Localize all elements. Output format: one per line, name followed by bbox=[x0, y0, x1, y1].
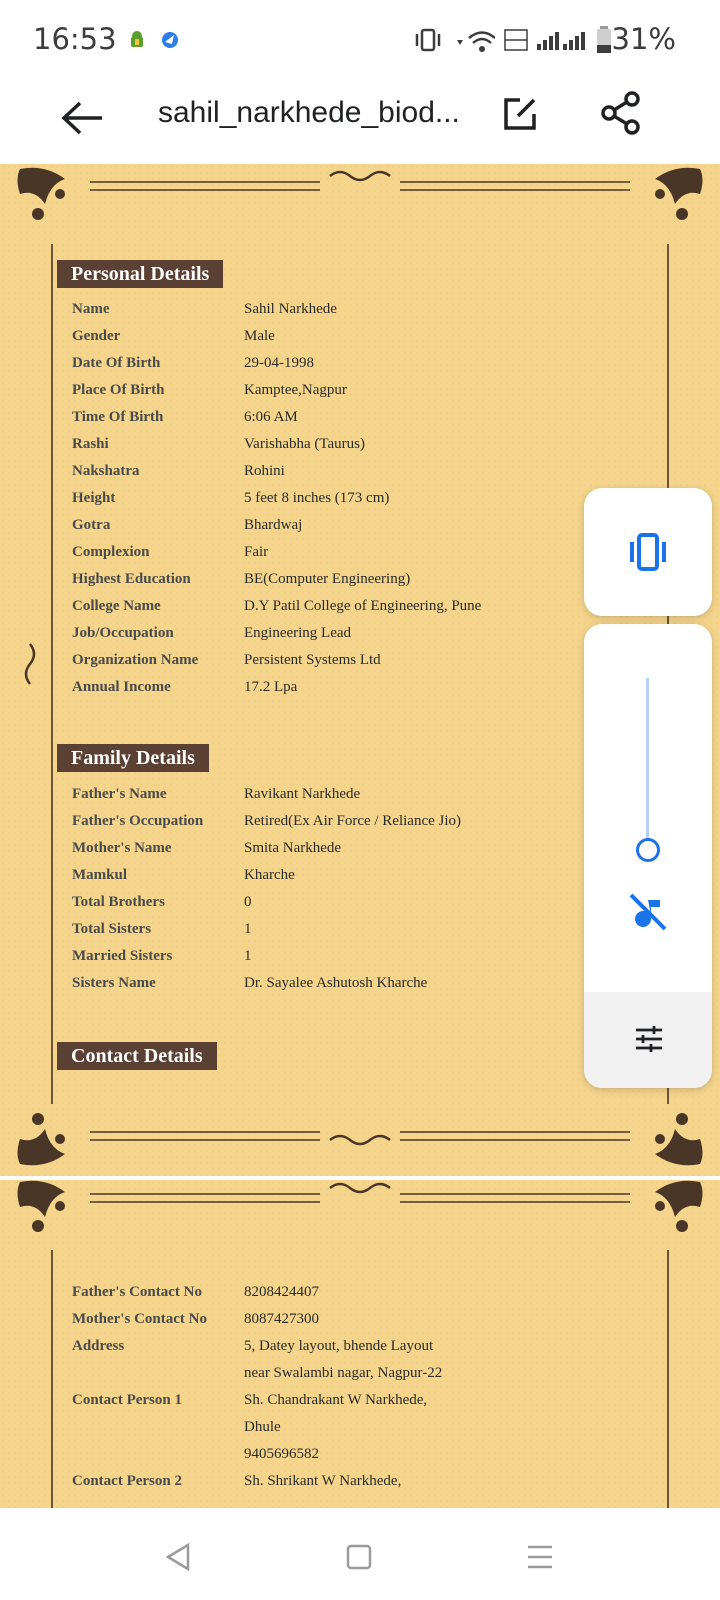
volte-icon bbox=[503, 28, 529, 52]
detail-row bbox=[72, 328, 672, 355]
detail-key: Mother's Name bbox=[72, 840, 172, 856]
detail-row bbox=[72, 1284, 672, 1311]
detail-key: College Name bbox=[72, 598, 161, 614]
detail-key: Mamkul bbox=[72, 867, 128, 883]
navigation-bar bbox=[0, 1512, 720, 1600]
detail-value: 0 bbox=[244, 894, 252, 910]
back-nav-icon[interactable] bbox=[164, 1542, 192, 1572]
detail-key: Contact Person 1 bbox=[72, 1392, 182, 1408]
pdf-page-2[interactable] bbox=[0, 1180, 720, 1508]
detail-value: 5, Datey layout, bhende Layout bbox=[244, 1338, 434, 1354]
vibrate-icon bbox=[414, 28, 442, 52]
wifi-icon bbox=[455, 30, 495, 54]
detail-row bbox=[72, 894, 672, 921]
detail-value: 5 feet 8 inches (173 cm) bbox=[244, 490, 390, 506]
vibrate-icon bbox=[626, 530, 670, 574]
detail-row bbox=[72, 436, 672, 463]
detail-key: Highest Education bbox=[72, 571, 191, 587]
detail-value: 17.2 Lpa bbox=[244, 679, 298, 695]
detail-value: Sh. Chandrakant W Narkhede, bbox=[244, 1392, 428, 1408]
detail-value: near Swalambi nagar, Nagpur-22 bbox=[244, 1365, 443, 1381]
detail-value: 1 bbox=[244, 948, 252, 964]
detail-key: Place Of Birth bbox=[72, 382, 165, 398]
status-time: 16:53 bbox=[33, 22, 117, 56]
detail-key: Time Of Birth bbox=[72, 409, 164, 425]
detail-row bbox=[72, 1419, 672, 1446]
app-bar bbox=[0, 80, 720, 164]
detail-key: Nakshatra bbox=[72, 463, 140, 479]
detail-key: Gender bbox=[72, 328, 121, 344]
detail-row bbox=[72, 1365, 672, 1392]
edit-icon[interactable] bbox=[500, 94, 540, 134]
section-title-personal: Personal Details bbox=[57, 260, 223, 288]
detail-row bbox=[72, 948, 672, 975]
detail-key: Contact Person 2 bbox=[72, 1473, 182, 1489]
detail-key: Organization Name bbox=[72, 652, 199, 668]
volume-panel bbox=[584, 624, 712, 1088]
battery-percent: 31% bbox=[611, 22, 676, 56]
detail-key: Job/Occupation bbox=[72, 625, 174, 641]
detail-value: 8087427300 bbox=[244, 1311, 319, 1327]
detail-value: BE(Computer Engineering) bbox=[244, 571, 411, 587]
detail-row bbox=[72, 679, 672, 706]
detail-row bbox=[72, 517, 672, 544]
detail-key: Annual Income bbox=[72, 679, 171, 695]
detail-value: Engineering Lead bbox=[244, 625, 352, 641]
detail-key: Sisters Name bbox=[72, 975, 156, 991]
detail-row bbox=[72, 490, 672, 517]
detail-row bbox=[72, 301, 672, 328]
detail-value: Ravikant Narkhede bbox=[244, 786, 361, 802]
detail-value: Sh. Shrikant W Narkhede, bbox=[244, 1473, 402, 1489]
detail-key: Gotra bbox=[72, 517, 111, 533]
detail-value: Kamptee,Nagpur bbox=[244, 382, 347, 398]
detail-row bbox=[72, 840, 672, 867]
detail-value: Persistent Systems Ltd bbox=[244, 652, 381, 668]
detail-row bbox=[72, 1473, 672, 1500]
detail-value: Fair bbox=[244, 544, 269, 560]
detail-row bbox=[72, 598, 672, 625]
media-muted-icon[interactable] bbox=[626, 890, 670, 934]
detail-key: Height bbox=[72, 490, 116, 506]
detail-value: 29-04-1998 bbox=[244, 355, 314, 371]
detail-value: Bhardwaj bbox=[244, 517, 303, 533]
back-arrow-icon[interactable] bbox=[60, 100, 106, 136]
detail-value: 8208424407 bbox=[244, 1284, 319, 1300]
detail-row bbox=[72, 409, 672, 436]
settings-sliders-icon bbox=[634, 1024, 664, 1054]
detail-row bbox=[72, 1311, 672, 1338]
detail-key: Father's Contact No bbox=[72, 1284, 202, 1300]
detail-row bbox=[72, 1446, 672, 1473]
detail-value: Dhule bbox=[244, 1419, 281, 1435]
detail-value: 6:06 AM bbox=[244, 409, 298, 425]
detail-row bbox=[72, 463, 672, 490]
detail-row bbox=[72, 652, 672, 679]
detail-key: Married Sisters bbox=[72, 948, 173, 964]
detail-key: Address bbox=[72, 1338, 125, 1354]
section-title-contact: Contact Details bbox=[57, 1042, 217, 1070]
section-title-family: Family Details bbox=[57, 744, 209, 772]
slider-thumb[interactable] bbox=[636, 838, 660, 862]
detail-row bbox=[72, 625, 672, 652]
detail-value: Varishabha (Taurus) bbox=[244, 436, 365, 452]
detail-value: Sahil Narkhede bbox=[244, 301, 337, 317]
detail-key: Complexion bbox=[72, 544, 150, 560]
status-bar bbox=[0, 0, 720, 80]
detail-value: Rohini bbox=[244, 463, 285, 479]
detail-row bbox=[72, 813, 672, 840]
signal-icon bbox=[535, 28, 587, 52]
detail-value: Smita Narkhede bbox=[244, 840, 342, 856]
volume-settings-button[interactable] bbox=[584, 992, 712, 1088]
detail-value: Male bbox=[244, 328, 275, 344]
detail-key: Rashi bbox=[72, 436, 109, 452]
document-title: sahil_narkhede_biod... bbox=[158, 96, 460, 129]
detail-key: Mother's Contact No bbox=[72, 1311, 207, 1327]
detail-row bbox=[72, 867, 672, 894]
share-icon[interactable] bbox=[598, 90, 644, 136]
detail-key: Total Sisters bbox=[72, 921, 152, 937]
detail-row bbox=[72, 355, 672, 382]
media-volume-slider[interactable] bbox=[636, 678, 660, 862]
app-notification-icon bbox=[160, 30, 180, 50]
android-debug-icon bbox=[127, 30, 147, 50]
home-nav-icon[interactable] bbox=[346, 1544, 372, 1570]
detail-row bbox=[72, 382, 672, 409]
detail-value: Retired(Ex Air Force / Reliance Jio) bbox=[244, 813, 462, 829]
detail-key: Total Brothers bbox=[72, 894, 165, 910]
detail-key: Name bbox=[72, 301, 110, 317]
detail-row bbox=[72, 1392, 672, 1419]
detail-row bbox=[72, 544, 672, 571]
ringer-mode-button[interactable] bbox=[584, 488, 712, 616]
recents-nav-icon[interactable] bbox=[526, 1544, 554, 1570]
detail-row bbox=[72, 975, 672, 1002]
detail-key: Father's Occupation bbox=[72, 813, 204, 829]
detail-row bbox=[72, 571, 672, 598]
detail-row bbox=[72, 786, 672, 813]
slider-track bbox=[646, 678, 649, 848]
detail-value: D.Y Patil College of Engineering, Pune bbox=[244, 598, 482, 614]
detail-row bbox=[72, 921, 672, 948]
detail-key: Date Of Birth bbox=[72, 355, 161, 371]
detail-key: Father's Name bbox=[72, 786, 167, 802]
detail-value: 1 bbox=[244, 921, 252, 937]
detail-value: Dr. Sayalee Ashutosh Kharche bbox=[244, 975, 428, 991]
battery-icon bbox=[596, 26, 612, 54]
detail-row bbox=[72, 1338, 672, 1365]
detail-value: 9405696582 bbox=[244, 1446, 319, 1462]
detail-value: Kharche bbox=[244, 867, 295, 883]
